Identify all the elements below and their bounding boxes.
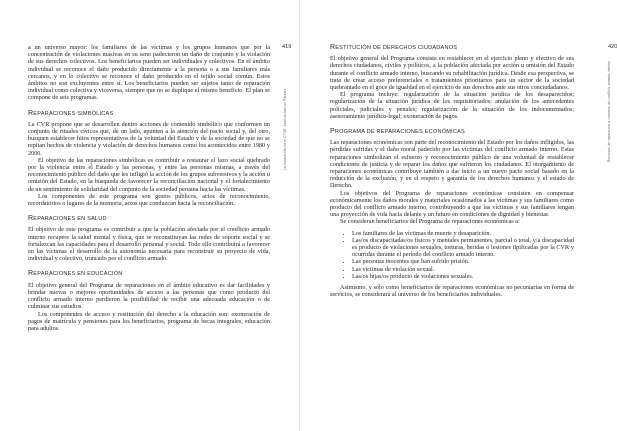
section-heading-educacion: REPARACIONES EN EDUCACIÓN xyxy=(28,270,123,278)
intro-paragraph: a un universo mayor: los familiares de las víctimas y los grupos humanos que por la concentración de violaciones masivas en su seno padecieron un daño de conjunto y la violación de sus derechos colectivos. Los beneficiarios pueden ser individuales y colectivos. En el ámbito individual se reconoce el daño producido directamente a la persona o a sus familiares más cercanos, y en lo colectivo se reconoce el daño producido en el tejido social común. Estos ámbitos no son excluyentes entre sí. Los beneficiarios pueden ser sujetos tanto de reparación individual como colectiva y viceversa, siempre que no se duplique el mismo beneficio. El plan se compone de seis programas. xyxy=(28,44,270,102)
paragraph: Los objetivos del Programa de reparaciones económicas consisten en compensar económicamente los daños morales y materiales ocasionados a las víctimas y sus familiares como producto del conflicto armado interno, contribuyendo a que las víctimas y sus familiares tengan una proyección de vida hacia delante y un futuro en condiciones de dignidad y bienestar. xyxy=(330,189,574,219)
paragraph: El objetivo de las reparaciones simbólicas es contribuir a restaurar el lazo social quebrado por la violencia entre el Estado y las personas, y entre las personas mismas, a través del reconocimiento público del daño que les infligió la acción de los grupos subversivos y la acción u omisión del Estado, en la búsqueda de favorecer la reconciliación nacional y el fortalecimiento de un sentimiento de solidaridad del conjunto de la sociedad peruana hacia las víctimas. xyxy=(28,156,270,193)
section-heading-restitucion: RESTITUCIÓN DE DERECHOS CIUDADANOS xyxy=(330,44,458,51)
left-page xyxy=(0,0,299,431)
paragraph: Los componentes de acceso y restitución del derecho a la educación son: exoneración de pagos de matrícula y pensiones para los beneficiarios, programa de becas integrales, educación para adultos. xyxy=(28,310,270,332)
paragraph: El programa incluye: regularización de la situación jurídica de los desaparecidos; regularización de la situación jurídica de los requisitoriados; anulación de los antecedentes policiales, judiciales y penales; regularización de la situación de los indocumentados; asesoramiento jurídico-legal; exoneración de pagos. xyxy=(330,91,574,120)
section-heading-salud: REPARACIONES EN SALUD xyxy=(28,215,107,223)
list-item: • Las/os discapacitadas/os físicos y mentales permanentes, parcial o total, y/a discapacidad es producto de violaciones sexuales, torturas, heridas o lesiones tipificadas por la CVR y ocurridas durante el período del conflicto armado interno. xyxy=(352,237,574,259)
right-page xyxy=(300,0,617,431)
list-item: • Las víctimas de violación sexual. xyxy=(352,266,574,273)
page-number-left: 419 xyxy=(282,44,292,50)
paragraph: Los componentes de este programa son gestos públicos, actos de reconocimiento, recordatorios o lugares de la memoria, actos que conduzcan hacia la reconciliación. xyxy=(28,192,270,208)
paragraph: Se consideran beneficiarios del Programa de reparaciones económicas a: xyxy=(340,218,520,226)
section-heading-economicas: PROGRAMA DE REPARACIONES ECONÓMICAS xyxy=(330,128,465,136)
paragraph: El objetivo de este programa es contribuir a que la población afectada por el conflicto armado interno recupere la salud mental y física, que se reconstituyan las redes de soporte social y se fortalezcan las capacidades para el desarrollo personal y social. Todo ello contribuirá a favorecer en las víctimas el desarrollo de la autonomía necesaria para reconstruir su proyecto de vida, individual y colectivo, truncado por el conflicto armado. xyxy=(28,226,270,263)
beneficiaries-list xyxy=(330,230,574,280)
section-heading-simbolicas: REPARACIONES SIMBÓLICAS xyxy=(28,109,114,117)
list-item: • Las/os hijas/os producto de violaciones sexuales. xyxy=(352,273,574,280)
paragraph: Las reparaciones económicas son parte del reconocimiento del Estado por los daños infligidos, las pérdidas sufridas y el daño moral padecido por las víctimas del conflicto armado interno. Estas reparaciones simbolizan el esfuerzo y reconocimiento público de una voluntad de restablecer condiciones de justicia y de reparar los daños que sufrieron los ciudadanos. El otorgamiento de reparaciones económicas contribuye también a dar inicio a un nuevo pacto social basado en la reducción de la exclusión, y en el respeto y garantía de los derechos humanos y el estado de Derecho. xyxy=(330,139,574,190)
left-text-column xyxy=(28,44,270,332)
paragraph: La CVR propone que se desarrollen dentro acciones de contenido simbólico que conformen un conjunto de rituales cívicos que, de un lado, apunten a la atención del pacto social y, del otro, busquen establecer hitos representativos de la voluntad del Estado y de la sociedad de que no se repitan hechos de violencia y violación de derechos humanos como los acontecidos entre 1980 y 2000. xyxy=(28,120,270,157)
running-head-right: Recursos de reparación a contexto de conflicto armado interno xyxy=(607,61,611,162)
right-text-column xyxy=(330,44,574,299)
paragraph: Asimismo, y sólo como beneficiarios de reparaciones económicas no pecuniarias en forma de servicios, se considerará al universo de los beneficiarios individuales. xyxy=(330,284,574,299)
list-item: • Las personas inocentes que han sufrido prisión. xyxy=(352,258,574,265)
paragraph: El objetivo general del Programa consiste en restablecer en el ejercicio pleno y efectivo de sus derechos ciudadanos, civiles y políticos, a la población afectada por acción u omisión del Estado durante el conflicto armado interno, buscando su rehabilitación jurídica. Desde esa perspectiva, se trata de crear acceso preferenciales o tratamientos prioritarios para un sector de la sociedad quebrantado en el goce de igualdad en el ejercicio de sus derechos ante sus otros conciudadanos. xyxy=(330,55,574,92)
running-head-left: La reparación en el CTVE: Justicia Ant-los Paraiso xyxy=(283,88,287,170)
page-number-right: 420 xyxy=(608,44,617,50)
list-item: • Los familiares de las víctimas de muerte y desaparición. xyxy=(352,230,574,237)
paragraph: El objetivo general del Programa de reparaciones en el ámbito educativo es dar facilidades y brindar nuevas o mejores oportunidades de acceso a las personas que como producto del conflicto armado interno perdieron la posibilidad de recibir una adecuada educación o de culminar sus estudios. xyxy=(28,281,270,311)
